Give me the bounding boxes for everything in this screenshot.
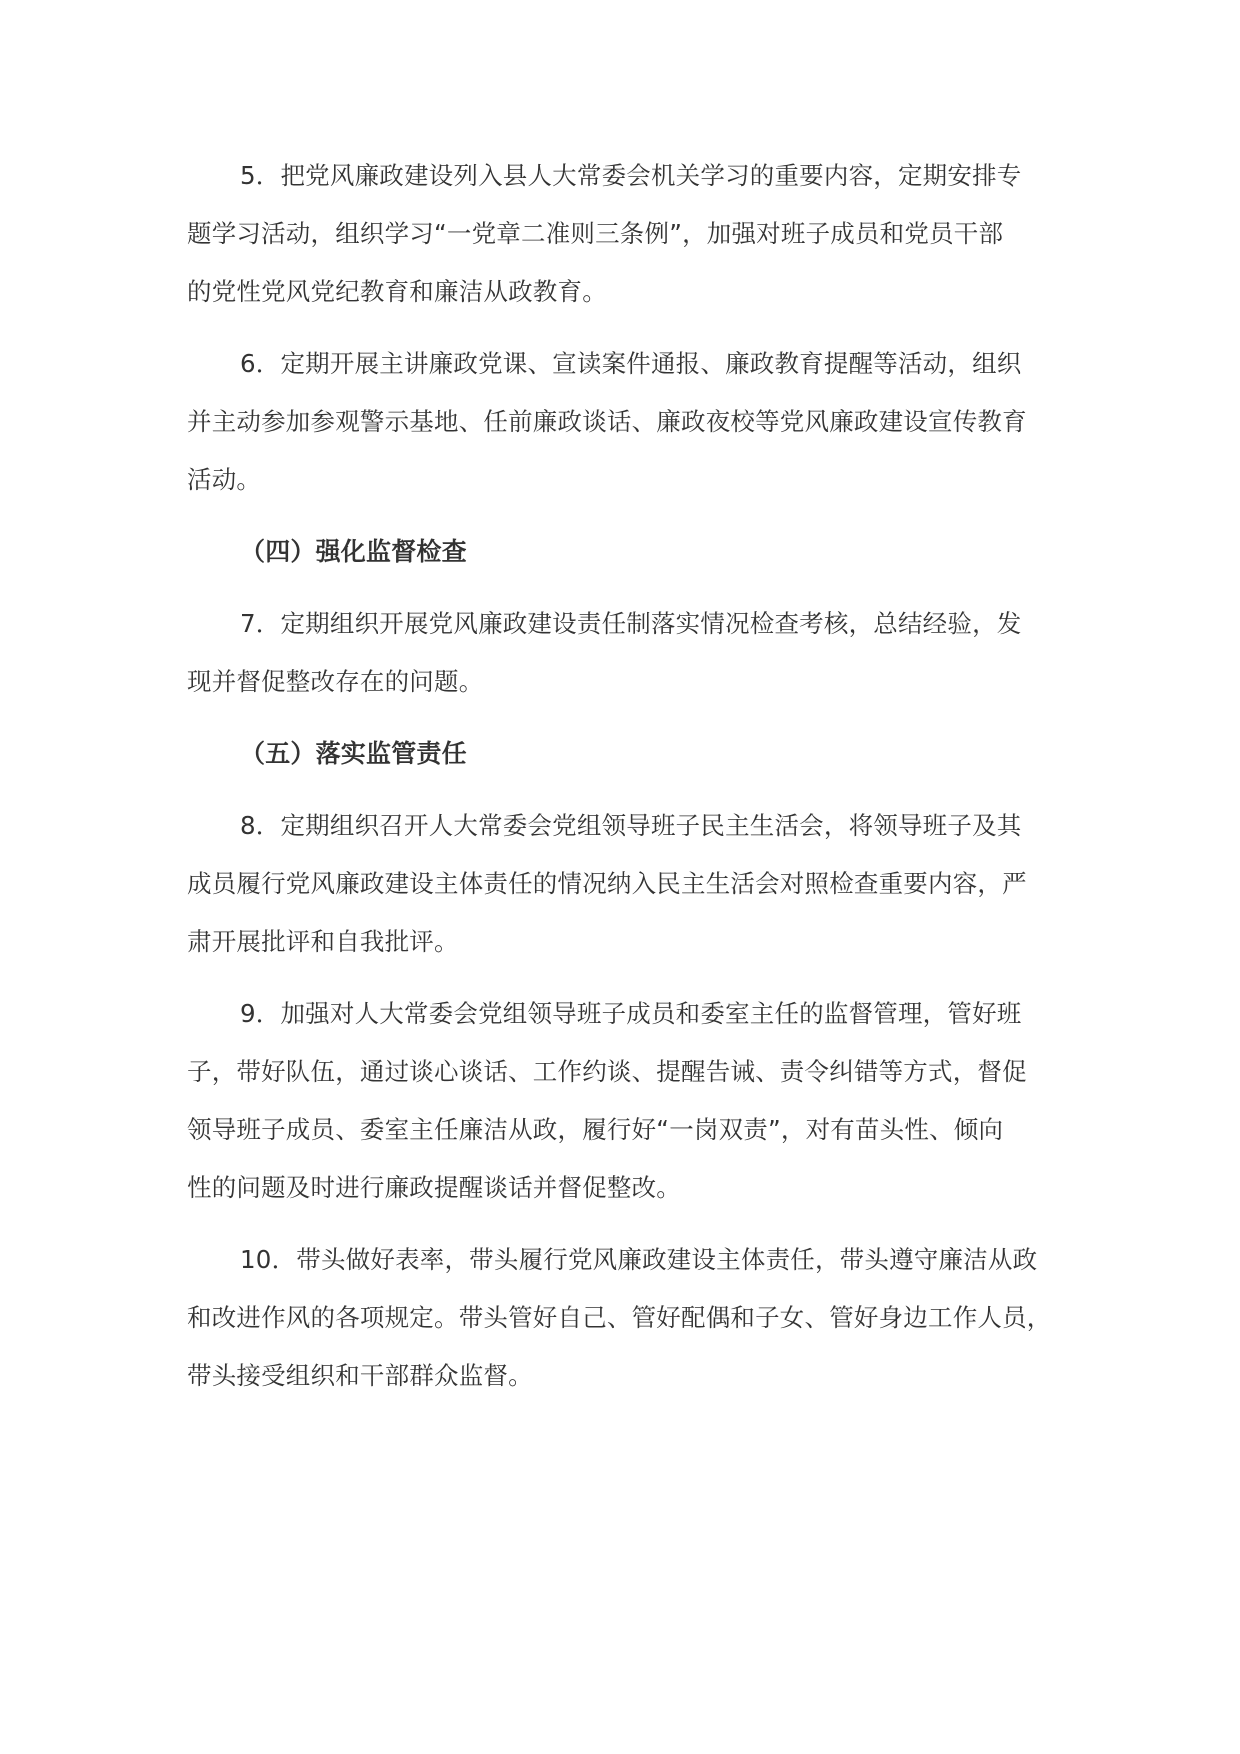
paragraph-9-line-3: 领导班子成员、委室主任廉洁从政，履行好“一岗双责”，对有苗头性、倾向 [187,1115,1004,1144]
paragraph-8-line-3: 肃开展批评和自我批评。 [187,927,459,956]
paragraph-10-line-1: 10．带头做好表率，带头履行党风廉政建设主体责任，带头遵守廉洁从政 [240,1245,1038,1274]
paragraph-5-line-1: 5．把党风廉政建设列入县人大常委会机关学习的重要内容，定期安排专 [240,161,1022,190]
paragraph-9-line-4: 性的问题及时进行廉政提醒谈话并督促整改。 [187,1173,681,1202]
paragraph-5-line-3: 的党性党风党纪教育和廉洁从政教育。 [187,277,607,306]
paragraph-5-line-2: 题学习活动，组织学习“一党章二准则三条例”，加强对班子成员和党员干部 [187,219,1004,248]
paragraph-8-line-1: 8．定期组织召开人大常委会党组领导班子民主生活会，将领导班子及其 [240,811,1022,840]
paragraph-10-line-2: 和改进作风的各项规定。带头管好自己、管好配偶和子女、管好身边工作人员， [187,1303,1052,1332]
section-heading-5: （五）落实监管责任 [240,739,467,768]
paragraph-9-line-2: 子，带好队伍，通过谈心谈话、工作约谈、提醒告诫、责令纠错等方式，督促 [187,1057,1027,1086]
paragraph-10-line-3: 带头接受组织和干部群众监督。 [187,1361,533,1390]
paragraph-9-line-1: 9．加强对人大常委会党组领导班子成员和委室主任的监督管理，管好班 [240,999,1022,1028]
paragraph-6-line-3: 活动。 [187,465,262,494]
paragraph-7-line-1: 7．定期组织开展党风廉政建设责任制落实情况检查考核，总结经验，发 [240,609,1022,638]
paragraph-6-line-1: 6．定期开展主讲廉政党课、宣读案件通报、廉政教育提醒等活动，组织 [240,349,1022,378]
section-heading-4: （四）强化监督检查 [240,537,467,566]
paragraph-7-line-2: 现并督促整改存在的问题。 [187,667,484,696]
paragraph-6-line-2: 并主动参加参观警示基地、任前廉政谈话、廉政夜校等党风廉政建设宣传教育 [187,407,1027,436]
paragraph-8-line-2: 成员履行党风廉政建设主体责任的情况纳入民主生活会对照检查重要内容，严 [187,869,1027,898]
